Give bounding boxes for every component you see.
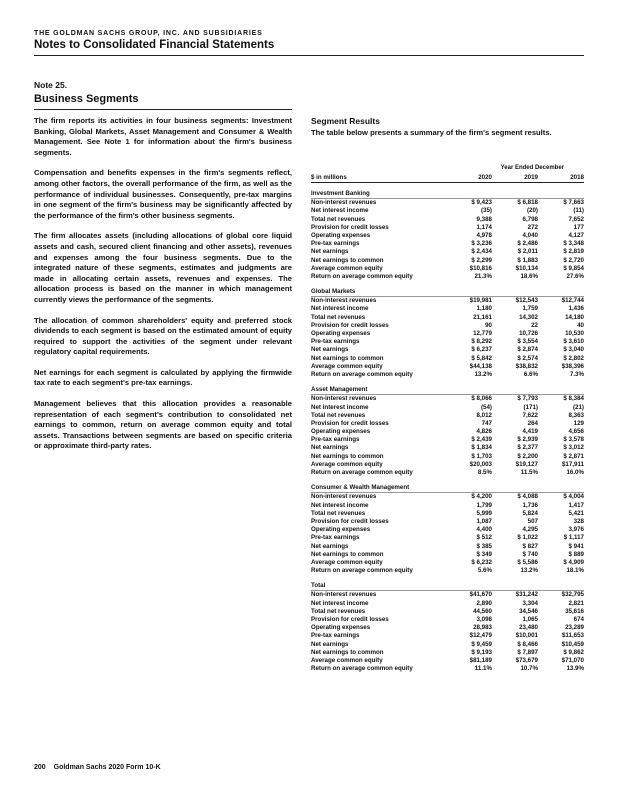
year-header: Year Ended December (500, 165, 564, 171)
table-cell: $ 9,854 (563, 264, 584, 272)
table-cell: $ 2,299 (471, 256, 492, 264)
row-label: Pre-tax earnings (311, 338, 360, 346)
table-cell: 4,656 (568, 428, 584, 436)
table-cell: 34,546 (519, 607, 538, 615)
table-cell: 177 (573, 223, 584, 231)
table-cell: $ 3,610 (563, 338, 584, 346)
year-column-header: 2020 (478, 174, 492, 181)
table-cell: $ 2,011 (517, 248, 538, 256)
table-row (311, 199, 584, 207)
table-cell: 507 (527, 517, 538, 525)
table-cell: 4,419 (522, 428, 538, 436)
table-row (311, 502, 584, 510)
table-cell: 8.5% (477, 469, 492, 476)
table-cell: $ 941 (568, 542, 584, 550)
table-cell: $ 7,897 (517, 648, 538, 656)
paragraph: Compensation and benefits expenses in the firm's segments reflect, among other factors, the overall performance of the firm, as well as the performance of individual businesses. Consequently, pre-tax margins in one segment of the firm's business may be significantly affected by the performance of the firm's other business segments. (34, 168, 292, 220)
table-cell: (11) (573, 207, 584, 215)
table-cell: 6.6% (523, 370, 538, 378)
table-cell: 40 (577, 321, 584, 329)
table-cell: $ 2,871 (563, 452, 584, 460)
table-cell: $10,459 (561, 640, 584, 648)
row-label: Net earnings (311, 542, 349, 550)
table-row (311, 657, 584, 665)
table-cell: $31,242 (515, 591, 538, 599)
row-label: Net earnings to common (311, 452, 384, 460)
table-cell: $ 3,012 (563, 444, 584, 452)
table-row (311, 305, 584, 313)
table-row (311, 412, 584, 420)
table-cell: $ 2,574 (517, 354, 538, 362)
table-cell: $ 1,117 (563, 534, 584, 542)
table-cell: $ 2,720 (563, 256, 584, 264)
table-cell: $12,744 (561, 297, 584, 305)
table-cell: $ 3,348 (563, 240, 584, 248)
table-row (311, 493, 584, 501)
table-cell: 13.2% (520, 567, 538, 575)
table-row (311, 624, 584, 632)
table-cell: 5,824 (522, 509, 538, 517)
table-cell: $ 349 (476, 550, 492, 558)
table-cell: 674 (573, 616, 584, 623)
row-label: Non-interest revenues (311, 591, 377, 599)
table-cell: 10.7% (520, 665, 538, 673)
paragraph: The firm allocates assets (including allocations of global core liquid assets and cash, secured client financing and other assets), revenues and expenses among the four business segments. Due to the integrated nature of these segments, estimates and judgments are made in allocating certain assets, revenues and expenses. The allocation process is based on the manner in which management currently views the performance of the segments. (34, 231, 292, 304)
table-cell: (21) (572, 403, 584, 411)
row-label: Total net revenues (311, 509, 366, 517)
table-cell: 35,616 (565, 607, 584, 615)
segment-name: Investment Banking (311, 190, 584, 199)
table-row (311, 526, 584, 534)
table-cell: (171) (523, 403, 538, 411)
table-cell: 5.6% (477, 567, 492, 575)
table-cell: $ 6,818 (517, 199, 538, 207)
table-row (311, 257, 584, 265)
table-cell: $ 385 (476, 542, 492, 550)
paragraph: The allocation of common shareholders' equity and preferred stock dividends to each segment is based on the estimated amount of equity required to support the activities of the segment under relevant regulatory capital requirements. (34, 315, 292, 357)
table-cell: 12,779 (473, 330, 492, 337)
segment-name: Consumer & Wealth Management (311, 484, 584, 493)
table-cell: 1,065 (522, 616, 538, 623)
table-row (311, 338, 584, 346)
table-cell: 18.1% (566, 567, 584, 575)
row-label: Net interest income (311, 599, 369, 607)
table-cell: 747 (481, 419, 492, 427)
table-row (311, 346, 584, 354)
table-cell: $ 4,004 (563, 493, 584, 501)
table-cell: $20,003 (469, 460, 492, 468)
segment-results-intro: The table below presents a summary of the firm's segment results. (311, 128, 552, 137)
table-row (311, 461, 584, 469)
table-cell: $10,001 (515, 632, 538, 640)
table-cell: 27.6% (566, 272, 584, 280)
table-row (311, 330, 584, 338)
table-cell: 5,999 (476, 509, 492, 517)
table-cell: $ 889 (568, 550, 584, 558)
table-cell: 13.2% (474, 370, 492, 378)
table-row (311, 207, 584, 215)
table-cell: 4,400 (476, 526, 492, 534)
table-row (311, 363, 584, 371)
table-row (311, 297, 584, 305)
table-cell: $41,670 (469, 591, 492, 599)
paragraph: Management believes that this allocation provides a reasonable representation of each segment's contribution to consolidated net earnings to common, return on average common equity and total assets. Transactions between segments are based on specific criteria or approximate third-party rates. (34, 399, 292, 451)
table-cell: $ 2,939 (517, 436, 538, 444)
table-cell: $ 2,802 (563, 354, 584, 362)
row-label: Return on average common equity (311, 665, 413, 673)
table-cell: 8,012 (476, 411, 492, 419)
row-label: Total net revenues (311, 607, 366, 615)
table-cell: $ 5,586 (517, 558, 538, 566)
table-row (311, 428, 584, 436)
row-label: Net earnings (311, 346, 349, 354)
table-cell: $81,189 (469, 656, 492, 664)
table-row (311, 314, 584, 322)
table-cell: $12,479 (469, 632, 492, 640)
table-cell: $73,679 (515, 656, 538, 664)
note-number: Note 25. (34, 80, 68, 90)
table-cell: 3,098 (476, 616, 492, 623)
table-cell: 10,530 (565, 330, 584, 337)
table-cell: 1,436 (568, 305, 584, 313)
table-row (311, 534, 584, 542)
table-row (311, 232, 584, 240)
table-cell: $ 1,883 (517, 256, 538, 264)
table-cell: $17,911 (561, 460, 584, 468)
table-cell: 21,161 (473, 313, 492, 321)
table-row (311, 567, 584, 575)
table-cell: $ 7,663 (563, 199, 584, 207)
table-row (311, 240, 584, 248)
page-number: 200 (34, 764, 46, 771)
table-cell: 1,174 (476, 223, 492, 231)
row-label: Average common equity (311, 362, 383, 370)
table-row (311, 248, 584, 256)
row-label: Average common equity (311, 656, 383, 664)
row-label: Return on average common equity (311, 567, 413, 575)
table-cell: $ 9,193 (471, 648, 492, 656)
table-cell: $ 6,237 (471, 346, 492, 354)
row-label: Average common equity (311, 460, 383, 468)
table-cell: 129 (573, 419, 584, 427)
table-cell: 9,388 (476, 215, 492, 223)
table-cell: $ 2,874 (517, 346, 538, 354)
table-cell: $38,832 (515, 362, 538, 370)
table-cell: 10,726 (519, 330, 538, 337)
table-cell: $ 2,434 (471, 248, 492, 256)
table-cell: 264 (527, 419, 538, 427)
segment-name: Total (311, 582, 584, 591)
table-cell: 18.6% (520, 272, 538, 280)
table-cell: $ 3,040 (563, 346, 584, 354)
row-label: Net earnings (311, 444, 349, 452)
row-label: Net interest income (311, 403, 369, 411)
table-cell: (20) (526, 207, 538, 215)
row-label: Net interest income (311, 501, 369, 509)
table-cell: $ 4,088 (517, 493, 538, 501)
row-label: Pre-tax earnings (311, 436, 360, 444)
row-label: Net earnings to common (311, 648, 384, 656)
table-row (311, 355, 584, 363)
table-cell: 4,826 (476, 428, 492, 436)
row-label: Net earnings (311, 640, 349, 648)
table-cell: $71,070 (561, 656, 584, 664)
row-label: Provision for credit losses (311, 321, 389, 329)
table-cell: 4,127 (568, 231, 584, 239)
table-cell: 11.5% (520, 469, 538, 476)
footer-text: Goldman Sachs 2020 Form 10-K (53, 764, 161, 771)
table-row (311, 395, 584, 403)
table-row (311, 371, 584, 379)
table-row (311, 559, 584, 567)
table-cell: $ 8,466 (517, 640, 538, 648)
table-cell: $44,138 (469, 362, 492, 370)
table-cell: 1,799 (476, 501, 492, 509)
table-row (311, 469, 584, 477)
table-cell: 6,798 (522, 215, 538, 223)
table-cell: 272 (527, 223, 538, 231)
row-label: Net earnings to common (311, 256, 384, 264)
segment-name: Global Markets (311, 288, 584, 297)
table-cell: $19,981 (469, 297, 492, 305)
row-label: Net earnings to common (311, 354, 384, 362)
row-label: Average common equity (311, 264, 383, 272)
table-row (311, 551, 584, 559)
column-header-row (311, 173, 584, 183)
table-cell: 8,363 (568, 411, 584, 419)
table-cell: $ 2,819 (563, 248, 584, 256)
table-cell: $ 2,486 (517, 240, 538, 248)
row-label: Provision for credit losses (311, 517, 389, 525)
table-row (311, 600, 584, 608)
table-cell: 11.1% (474, 665, 492, 673)
table-cell: (35) (480, 207, 492, 215)
row-label: Return on average common equity (311, 272, 413, 280)
table-cell: $ 827 (522, 542, 538, 550)
table-cell: 1,417 (568, 501, 584, 509)
table-cell: $10,134 (515, 264, 538, 272)
table-cell: $ 8,066 (471, 395, 492, 403)
table-cell: 23,289 (565, 624, 584, 632)
table-cell: 44,560 (473, 607, 492, 615)
table-cell: 3,976 (568, 526, 584, 534)
table-cell: $ 7,793 (517, 395, 538, 403)
table-cell: $ 2,200 (517, 452, 538, 460)
table-row (311, 510, 584, 518)
page-footer (34, 764, 161, 771)
table-cell: $38,396 (561, 362, 584, 370)
table-cell: $19,127 (515, 460, 538, 468)
table-cell: 1,736 (522, 501, 538, 509)
table-cell: $ 1,022 (517, 534, 538, 542)
row-label: Pre-tax earnings (311, 632, 360, 640)
table-cell: 328 (573, 517, 584, 525)
row-label: Non-interest revenues (311, 297, 377, 305)
table-row (311, 641, 584, 649)
table-cell: 7.3% (569, 370, 584, 378)
table-cell: $ 1,834 (471, 444, 492, 452)
table-cell: $ 3,554 (517, 338, 538, 346)
table-row (311, 632, 584, 640)
segment-results-heading: Segment Results (311, 116, 380, 126)
table-row (311, 608, 584, 616)
table-cell: $ 1,703 (471, 452, 492, 460)
table-cell: $ 740 (522, 550, 538, 558)
segment-results-table (311, 164, 584, 673)
row-label: Pre-tax earnings (311, 240, 360, 248)
paragraph: The firm reports its activities in four business segments: Investment Banking, Global Markets, Asset Management and Consumer & Wealth Management. See Note 1 for information about the firm's business segments. (34, 116, 292, 157)
table-cell: 7,652 (568, 215, 584, 223)
row-label: Net interest income (311, 207, 369, 215)
document-title: Notes to Consolidated Financial Statements (34, 39, 275, 51)
row-label: Non-interest revenues (311, 493, 377, 501)
table-row (311, 444, 584, 452)
row-label: Operating expenses (311, 330, 371, 337)
table-cell: 13.9% (566, 665, 584, 673)
row-label: Operating expenses (311, 231, 371, 239)
row-label: Net earnings (311, 248, 349, 256)
table-cell: 4,978 (476, 231, 492, 239)
table-cell: $11,653 (561, 632, 584, 640)
table-row (311, 273, 584, 281)
table-row (311, 436, 584, 444)
table-cell: 16.0% (566, 469, 584, 476)
table-cell: $ 4,909 (563, 558, 584, 566)
row-label: Net earnings to common (311, 550, 384, 558)
table-cell: 5,421 (568, 509, 584, 517)
table-cell: $ 8,292 (471, 338, 492, 346)
table-cell: 4,040 (522, 231, 538, 239)
label-column-header: $ in millions (311, 174, 347, 181)
table-cell: 2,821 (568, 599, 584, 607)
table-cell: 22 (531, 321, 538, 329)
row-label: Net interest income (311, 305, 369, 313)
segment-results-section (311, 116, 584, 139)
table-cell: $10,816 (469, 264, 492, 272)
table-cell: $ 6,232 (471, 558, 492, 566)
table-row (311, 543, 584, 551)
table-cell: 1,180 (476, 305, 492, 313)
table-cell: 14,180 (565, 313, 584, 321)
left-column-text (34, 116, 292, 462)
year-column-header: 2019 (524, 174, 538, 181)
table-row (311, 518, 584, 526)
table-row (311, 665, 584, 673)
row-label: Pre-tax earnings (311, 534, 360, 542)
year-column-header: 2018 (570, 174, 584, 181)
table-cell: $ 9,862 (563, 648, 584, 656)
table-cell: $ 5,842 (471, 354, 492, 362)
table-cell: $12,543 (515, 297, 538, 305)
row-label: Provision for credit losses (311, 419, 389, 427)
table-cell: $32,795 (561, 591, 584, 599)
table-row (311, 649, 584, 657)
header-rule (34, 55, 584, 56)
note-rule (34, 109, 292, 110)
table-cell: 1,087 (476, 517, 492, 525)
row-label: Return on average common equity (311, 469, 413, 476)
table-cell: 7,622 (522, 411, 538, 419)
table-row (311, 224, 584, 232)
table-cell: 14,302 (519, 313, 538, 321)
table-row (311, 265, 584, 273)
table-cell: 2,890 (476, 599, 492, 607)
row-label: Return on average common equity (311, 370, 413, 378)
table-row (311, 322, 584, 330)
table-cell: $ 2,377 (517, 444, 538, 452)
table-cell: (54) (480, 403, 492, 411)
table-body (311, 190, 584, 673)
table-cell: $ 4,200 (471, 493, 492, 501)
row-label: Total net revenues (311, 411, 366, 419)
segment-name: Asset Management (311, 386, 584, 395)
row-label: Provision for credit losses (311, 616, 389, 623)
table-cell: $ 2,439 (471, 436, 492, 444)
note-title: Business Segments (34, 93, 139, 105)
row-label: Non-interest revenues (311, 395, 377, 403)
table-row (311, 216, 584, 224)
table-cell: $ 3,578 (563, 436, 584, 444)
table-cell: $ 8,384 (563, 395, 584, 403)
table-cell: 23,480 (519, 624, 538, 632)
row-label: Provision for credit losses (311, 223, 389, 231)
table-cell: 3,304 (522, 599, 538, 607)
row-label: Total net revenues (311, 313, 366, 321)
table-row (311, 420, 584, 428)
table-cell: $ 9,459 (471, 640, 492, 648)
row-label: Operating expenses (311, 526, 371, 534)
table-cell: 90 (485, 321, 492, 329)
row-label: Non-interest revenues (311, 199, 377, 207)
row-label: Operating expenses (311, 428, 371, 436)
table-cell: $ 3,236 (471, 240, 492, 248)
table-row (311, 591, 584, 599)
table-row (311, 453, 584, 461)
table-row (311, 404, 584, 412)
table-cell: 4,295 (522, 526, 538, 534)
table-cell: 1,759 (522, 305, 538, 313)
table-row (311, 616, 584, 624)
table-cell: $ 9,423 (471, 199, 492, 207)
table-cell: 28,983 (473, 624, 492, 632)
row-label: Total net revenues (311, 215, 366, 223)
row-label: Average common equity (311, 558, 383, 566)
paragraph: Net earnings for each segment is calculated by applying the firmwide tax rate to each segment's pre-tax earnings. (34, 367, 292, 388)
table-cell: $ 512 (476, 534, 492, 542)
row-label: Operating expenses (311, 624, 371, 632)
company-header: THE GOLDMAN SACHS GROUP, INC. AND SUBSIDIARIES (34, 30, 263, 37)
table-cell: 21.3% (474, 272, 492, 280)
